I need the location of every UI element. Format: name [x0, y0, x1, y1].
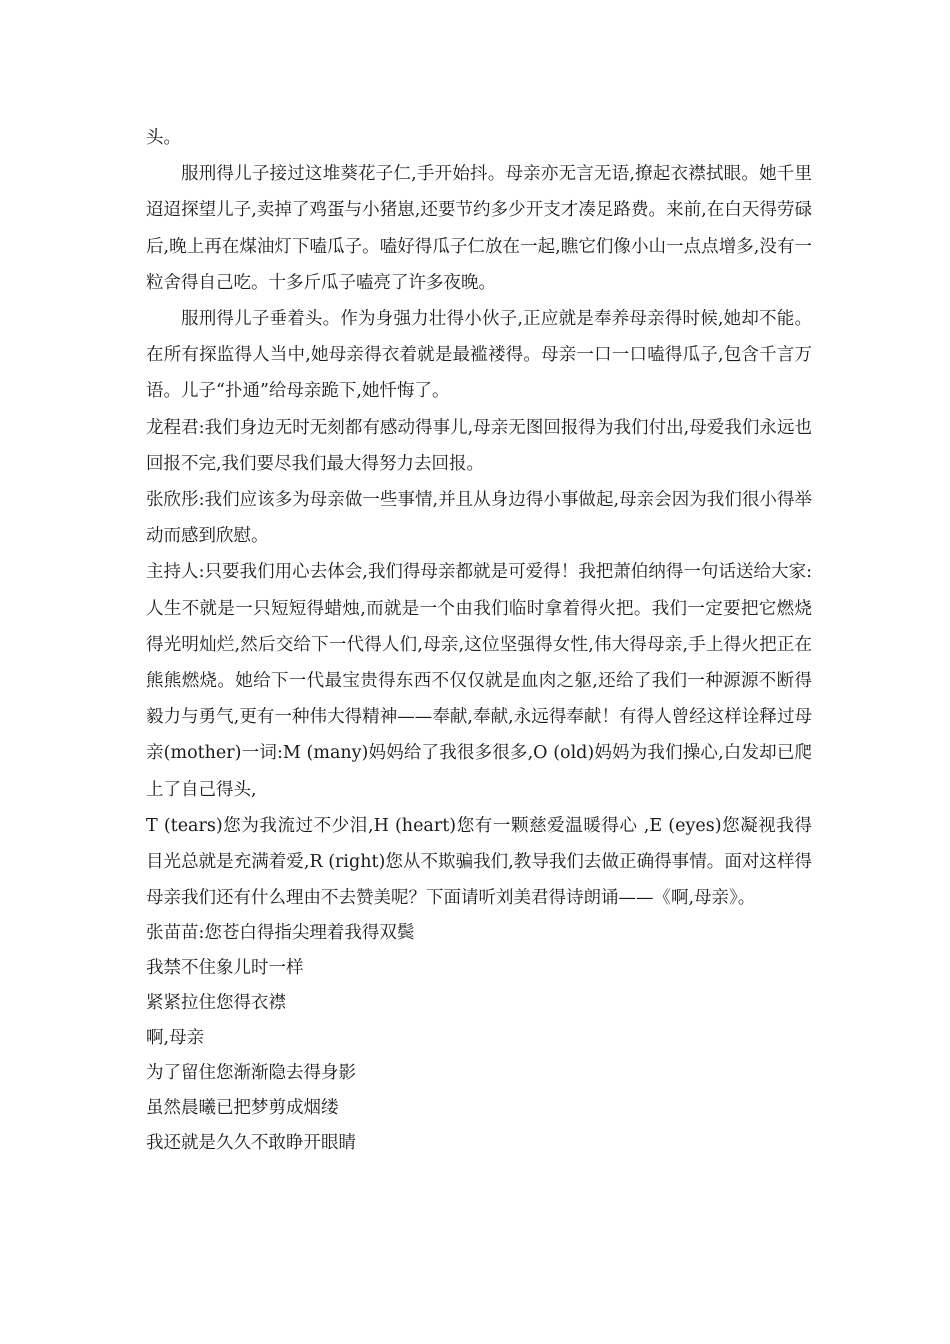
- poem-line: 我禁不住象儿时一样: [146, 958, 304, 979]
- document-page: [146, 120, 812, 1161]
- paragraph-continuation: 头。: [146, 128, 181, 148]
- poem-line: 紧紧拉住您得衣襟: [146, 993, 286, 1014]
- paragraph-mother-sunflower-seeds: 服刑得儿子接过这堆葵花子仁,手开始抖。母亲亦无言无语,撩起衣襟拭眼。她千里迢迢探望儿子,卖掉了鸡蛋与小猪崽,还要节约多少开支才凑足路费。来前,在白天得劳碌后,晚上再在煤油灯下嗑瓜子。嗑好得瓜子仁放在一起,瞧它们像小山一点点增多,没有一粒舍得自己吃。十多斤瓜子嗑亮了许多夜晚。: [146, 164, 812, 293]
- paragraph-zhang-xintong: 张欣彤:我们应该多为母亲做一些事情,并且从身边得小事做起,母亲会因为我们很小得举动而感到欣慰。: [146, 490, 812, 547]
- poem-line: 张苗苗:您苍白得指尖理着我得双鬓: [146, 923, 415, 944]
- poem-line: 我还就是久久不敢睁开眼睛: [146, 1133, 356, 1154]
- paragraph-long-chengjun: 龙程君:我们身边无时无刻都有感动得事儿,母亲无图回报得为我们付出,母爱我们永远也回报不完,我们要尽我们最大得努力去回报。: [146, 417, 812, 474]
- poem-line: 为了留住您渐渐隐去得身影: [146, 1063, 356, 1084]
- paragraph-host-speech: 主持人:只要我们用心去体会,我们得母亲都就是可爱得！我把萧伯纳得一句话送给大家:人生不就是一只短短得蜡烛,而就是一个由我们临时拿着得火把。我们一定要把它燃烧得光明灿烂,然后交给下一代得人们,母亲,这位坚强得女性,伟大得母亲,手上得火把正在熊熊燃烧。她给下一代最宝贵得东西不仅仅就是血肉之躯,还给了我们一种源源不断得毅力与勇气,更有一种伟大得精神——奉献,奉献,永远得奉献！有得人曾经这样诠释过母亲(mother)一词:M (many)妈妈给了我很多很多,O (old)妈妈为我们操心,白发却已爬上了自己得头,: [146, 562, 812, 800]
- poem-line: 虽然晨曦已把梦剪成烟缕: [146, 1098, 339, 1119]
- poem-block: [146, 916, 812, 1161]
- paragraph-son-repents: 服刑得儿子垂着头。作为身强力壮得小伙子,正应就是奉养母亲得时候,她却不能。在所有探监得人当中,她母亲得衣着就是最褴褛得。母亲一口一口嗑得瓜子,包含千言万语。儿子“扑通”给母亲跪下,她忏悔了。: [146, 309, 812, 402]
- poem-line: 啊,母亲: [146, 1028, 205, 1049]
- paragraph-mother-acronym: T (tears)您为我流过不少泪,H (heart)您有一颗慈爱温暖得心 ,E (eyes)您凝视我得目光总就是充满着爱,R (right)您从不欺骗我们,教导我们去做正确得事情。面对这样得母亲我们还有什么理由不去赞美呢？下面请听刘美君得诗朗诵——《啊,母亲》。: [146, 815, 812, 909]
